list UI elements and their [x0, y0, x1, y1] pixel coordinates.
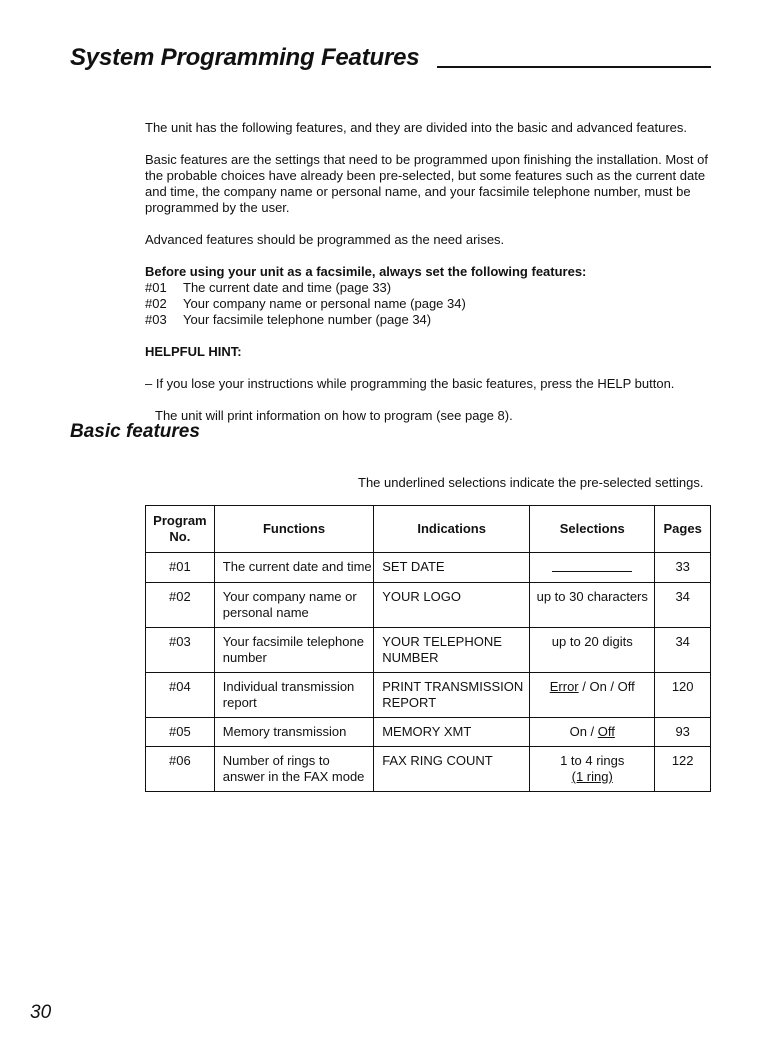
program-number: #06 [146, 747, 215, 792]
table-row [146, 718, 711, 747]
indication-cell: YOUR TELEPHONE NUMBER [374, 628, 530, 673]
page-cell: 34 [655, 583, 711, 628]
other-selections: On / [569, 724, 598, 739]
indication-cell: PRINT TRANSMISSION REPORT [374, 673, 530, 718]
default-selection: Error [549, 679, 579, 694]
table-row [146, 747, 711, 792]
required-features-list [145, 264, 715, 328]
list-item-number: #03 [145, 312, 167, 327]
page-cell: 120 [655, 673, 711, 718]
function-cell: Your company name or personal name [214, 583, 373, 628]
required-heading: Before using your unit as a facsimile, always set the following features: [145, 264, 587, 279]
selection-cell [530, 673, 655, 718]
indication-cell: YOUR LOGO [374, 583, 530, 628]
selection-cell [530, 718, 655, 747]
section-title: Basic features [70, 421, 200, 442]
column-header-indications: Indications [374, 506, 530, 553]
column-header-functions: Functions [214, 506, 373, 553]
list-item [145, 280, 715, 296]
intro-section [145, 120, 715, 440]
page-number: 30 [30, 1002, 52, 1023]
program-number: #04 [146, 673, 215, 718]
intro-paragraph-3: Advanced features should be programmed as the need arises. [145, 232, 505, 247]
hint-text-line-1: – If you lose your instructions while programming the basic features, press the HELP button. [145, 376, 675, 391]
page-cell: 93 [655, 718, 711, 747]
hint-heading: HELPFUL HINT: [145, 344, 242, 359]
indication-cell: FAX RING COUNT [374, 747, 530, 792]
title-rule [437, 66, 711, 68]
basic-features-table [145, 505, 711, 792]
table-header-row [146, 506, 711, 553]
page-title: System Programming Features [70, 44, 420, 71]
function-cell: Memory transmission [214, 718, 373, 747]
intro-paragraph-2: Basic features are the settings that need to be programmed upon finishing the installation. Most of the probable choices have already been pre-selected, but some features such as the current date and time, the company name or personal name, and your facsimile telephone number, must be programmed by the user. [145, 152, 708, 215]
selection-cell [530, 553, 655, 583]
indication-cell: MEMORY XMT [374, 718, 530, 747]
function-cell: The current date and time [214, 553, 373, 583]
selection-cell: up to 20 digits [530, 628, 655, 673]
default-selection: Off [597, 724, 615, 739]
column-header-selections: Selections [530, 506, 655, 553]
program-number: #01 [146, 553, 215, 583]
table-row [146, 628, 711, 673]
table-row [146, 673, 711, 718]
selection-range: 1 to 4 rings [560, 753, 625, 768]
selection-cell [530, 747, 655, 792]
function-cell: Number of rings to answer in the FAX mode [214, 747, 373, 792]
program-number: #05 [146, 718, 215, 747]
table-row [146, 553, 711, 583]
page-cell: 122 [655, 747, 711, 792]
selection-cell: up to 30 characters [530, 583, 655, 628]
list-item-text: Your facsimile telephone number (page 34) [183, 312, 432, 327]
program-number: #03 [146, 628, 215, 673]
entry-blank-line [552, 559, 632, 572]
other-selections: / On / Off [578, 679, 635, 694]
list-item-number: #02 [145, 296, 167, 311]
indication-cell: SET DATE [374, 553, 530, 583]
function-cell: Individual transmission report [214, 673, 373, 718]
intro-paragraph-1: The unit has the following features, and they are divided into the basic and advanced features. [145, 120, 688, 135]
page-cell: 34 [655, 628, 711, 673]
default-selection: (1 ring) [571, 769, 613, 784]
page-cell: 33 [655, 553, 711, 583]
table-note: The underlined selections indicate the pre-selected settings. [358, 475, 704, 490]
table-row [146, 583, 711, 628]
list-item-text: Your company name or personal name (page 34) [183, 296, 466, 311]
program-number: #02 [146, 583, 215, 628]
list-item [145, 296, 715, 312]
list-item [145, 312, 715, 328]
hint-text-line-2: The unit will print information on how to program (see page 8). [155, 408, 513, 423]
list-item-text: The current date and time (page 33) [183, 280, 392, 295]
list-item-number: #01 [145, 280, 167, 295]
column-header-program: Program No. [146, 506, 215, 553]
column-header-pages: Pages [655, 506, 711, 553]
function-cell: Your facsimile telephone number [214, 628, 373, 673]
